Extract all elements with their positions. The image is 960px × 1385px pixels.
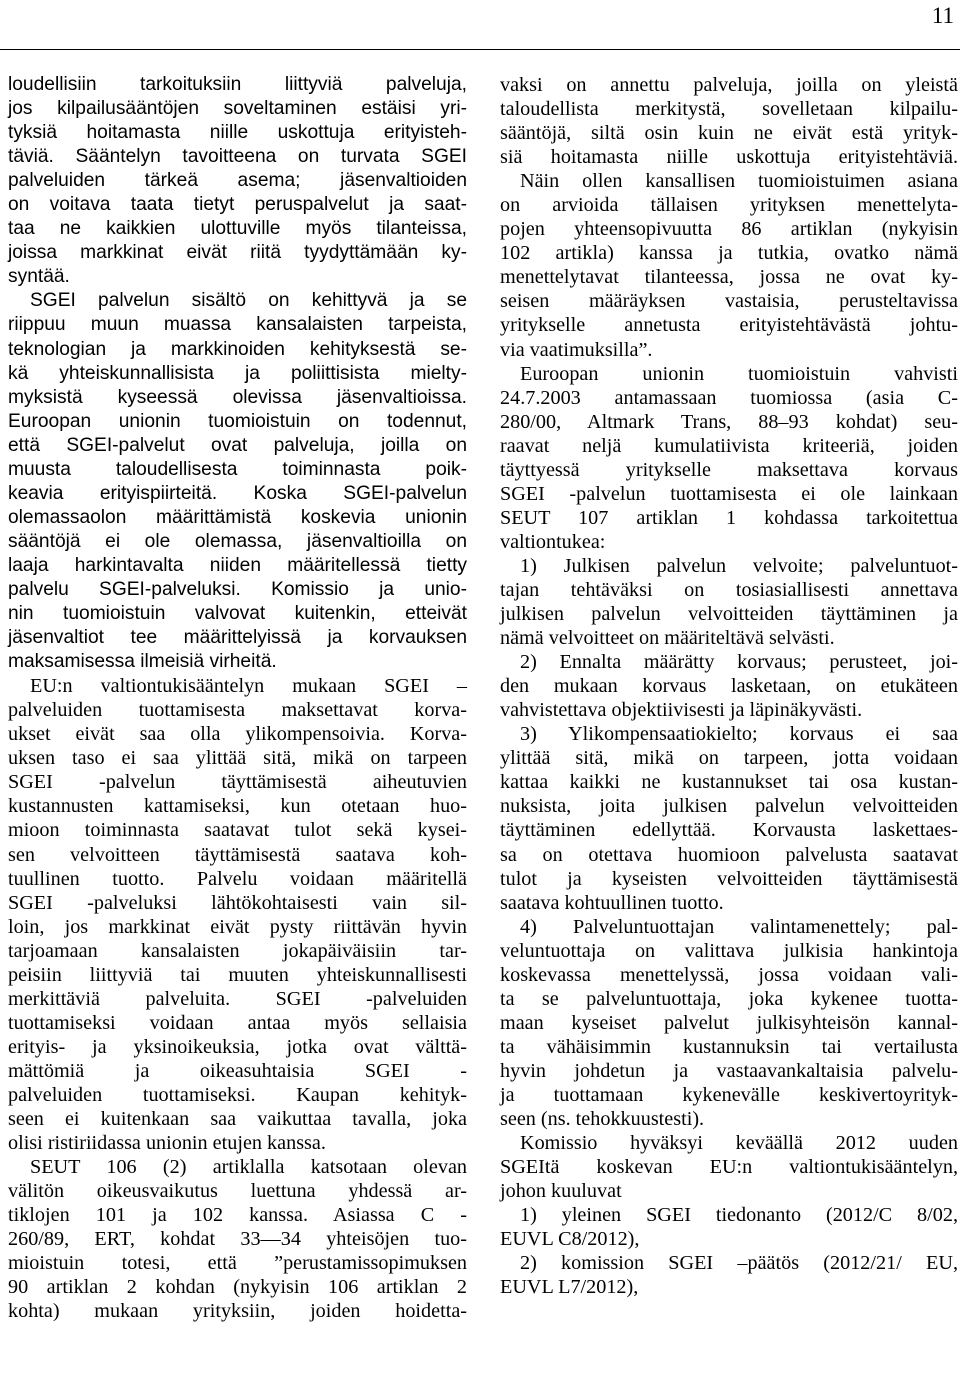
text-line: den mukaan korvaus lasketaan, on etukäteen xyxy=(500,675,958,698)
text-line: mioon toiminnasta saatavat tulot sekä kysei- xyxy=(8,819,467,842)
text-line: 3) Ylikompensaatiokielto; korvaus ei saa xyxy=(520,723,958,746)
text-line: valtiontukea: xyxy=(500,530,606,553)
text-line: syntää. xyxy=(8,266,70,288)
text-line: nämä velvoitteet on määriteltävä selvästi. xyxy=(500,627,835,650)
text-line: mättömiä ja oikeasuhtaisia SGEI - xyxy=(8,1059,467,1082)
text-line: tuullinen tuotto. Palvelu voidaan määritellä xyxy=(8,867,467,890)
text-line: via vaatimuksilla”. xyxy=(500,338,653,361)
text-line: täyttäminen edellyttää. Korvausta laskettaes- xyxy=(500,819,958,842)
text-line: johon kuuluvat xyxy=(500,1180,622,1203)
text-line: EUVL C8/2012), xyxy=(500,1228,640,1251)
text-line: 2) Ennalta määrätty korvaus; perusteet, joi- xyxy=(520,651,958,674)
text-line: palveluiden tuottamisesta maksettavat korva- xyxy=(8,699,467,722)
text-line: 1) Julkisen palvelun velvoite; palveluntuot- xyxy=(520,554,958,577)
text-line: kustannusten kattamiseksi, kun otetaan huo- xyxy=(8,795,467,818)
header-rule xyxy=(0,49,960,50)
text-line: 2) komission SGEI –päätös (2012/21/ EU, xyxy=(520,1252,958,1275)
text-line: loudellisiin tarkoituksiin liittyviä palveluja, xyxy=(8,74,467,95)
text-line: vaksi on annettu palveluja, joilla on yleistä xyxy=(500,74,958,96)
text-line: Komissio hyväksyi keväällä 2012 uuden xyxy=(520,1132,958,1155)
left-column xyxy=(8,73,467,1323)
text-line: SGEI -palveluksi lähtökohtaisesti vain sil- xyxy=(8,891,467,914)
text-line: seen (ns. tehokkuustesti). xyxy=(500,1108,705,1131)
text-line: Euroopan unionin tuomioistuin on todennut, xyxy=(8,410,467,432)
text-line: seen ei kuitenkaan saa vaikuttaa tavalla, joka xyxy=(8,1108,467,1131)
text-line: tiklojen 101 ja 102 kanssa. Asiassa C - xyxy=(8,1204,467,1227)
text-line: mioistuin totesi, että ”perustamissopimuksen xyxy=(8,1252,467,1275)
text-line: EUVL L7/2012), xyxy=(500,1276,639,1299)
text-line: merkittäviä palveluita. SGEI -palveluiden xyxy=(8,987,467,1010)
text-line: Euroopan unionin tuomioistuin vahvisti xyxy=(520,362,958,385)
text-line: SEUT 106 (2) artiklalla katsotaan olevan xyxy=(30,1156,467,1179)
text-line: Näin ollen kansallisen tuomioistuimen asiana xyxy=(520,170,958,193)
text-line: tulot ja kyseisten velvoitteiden täyttämisestä xyxy=(500,867,958,890)
text-line: on voitava taata tietyt peruspalvelut ja saat- xyxy=(8,194,467,216)
text-line: teknologian ja markkinoiden kehityksestä se- xyxy=(8,338,467,360)
text-line: että SGEI-palvelut ovat palveluja, joilla on xyxy=(8,434,467,456)
text-line: täyttyessä yritykselle maksettava korvaus xyxy=(500,458,958,481)
text-line: nin tuomioistuin valvovat kuitenkin, etteivät xyxy=(8,603,467,625)
text-line: ta se palveluntuottaja, joka kykenee tuotta- xyxy=(500,987,958,1010)
text-line: muusta taloudellisesta toiminnasta poik- xyxy=(8,458,467,480)
text-line: tajan tehtäväksi on tosiasiallisesti annettava xyxy=(500,578,958,601)
text-line: keavia erityispiirteitä. Koska SGEI-palvelun xyxy=(8,482,467,504)
text-line: 24.7.2003 antamassaan tuomiossa (asia C- xyxy=(500,386,958,409)
text-line: jos kilpailusääntöjen soveltaminen estäisi yri- xyxy=(8,98,467,120)
text-line: yritykselle annetusta erityistehtävästä johtu- xyxy=(500,314,958,337)
text-line: täviä. Sääntelyn tavoitteena on turvata SGEI xyxy=(8,146,467,168)
text-line: nuksista, joita julkisen palvelun velvoitteiden xyxy=(500,795,958,818)
text-line: pojen yhteensopivuutta 86 artiklan (nykyisin xyxy=(500,218,958,241)
text-line: sen velvoitteen täyttämisestä saatava koh- xyxy=(8,843,467,866)
text-line: kä yhteiskunnallisista ja poliittisista mielty- xyxy=(8,362,467,384)
text-line: sääntöjä ei ole olemassa, jäsenvaltioilla on xyxy=(8,530,467,552)
text-line: tyksiä hoitamasta niille uskottuja erityisteh- xyxy=(8,122,467,144)
text-line: sa on otettava huomioon palvelusta saatavat xyxy=(500,843,958,866)
text-line: taa ne kaikkien ulottuville myös tilanteissa, xyxy=(8,218,467,240)
text-line: veluntuottaja on valittava julkisia hankintoja xyxy=(500,939,958,962)
text-line: seisen määräyksen vastaisia, perusteltavissa xyxy=(500,290,958,313)
text-line: ylittää sitä, mikä on tarpeen, jotta voidaan xyxy=(500,747,958,770)
text-line: menettelytavat tilanteessa, jossa ne ovat ky- xyxy=(500,266,958,289)
text-line: hyvin johdetun ja vastaavankaltaisia palvelu- xyxy=(500,1059,958,1082)
text-line: uksen taso ei saa ylittää sitä, mikä on tarpeen xyxy=(8,747,467,770)
text-line: SGEItä koskevan EU:n valtiontukisääntelyn, xyxy=(500,1156,958,1179)
text-line: maksamisessa ilmeisiä virheitä. xyxy=(8,651,277,673)
text-line: joissa markkinat eivät riitä tyydyttämään ky- xyxy=(8,242,467,264)
text-line: maan kyseiset palvelut julkisyhteisön kannal- xyxy=(500,1011,958,1034)
text-line: sääntöjä, siltä osin kuin ne eivät estä yrityk- xyxy=(500,122,958,145)
text-line: ukset eivät saa olla ylikompensoivia. Korva- xyxy=(8,723,467,746)
text-line: saatava kohtuullinen tuotto. xyxy=(500,891,724,914)
text-line: peisiin liittyviä tai muuten yhteiskunnallisesti xyxy=(8,963,467,986)
text-line: vahvistettava objektiivisesti ja läpinäkyvästi. xyxy=(500,699,863,722)
text-line: 260/89, ERT, kohdat 33—34 yhteisöjen tuo- xyxy=(8,1228,467,1251)
text-line: SGEI -palvelun tuottamisesta ei ole lainkaan xyxy=(500,482,958,505)
text-line: 90 artiklan 2 kohdan (nykyisin 106 artiklan 2 xyxy=(8,1276,467,1299)
text-line: jäsenvaltiot tee määrittelyissä ja korvauksen xyxy=(8,627,467,649)
text-line: siä hoitamasta niille uskottuja erityistehtäviä. xyxy=(500,146,958,169)
page-number: 11 xyxy=(931,3,954,28)
text-line: SGEI -palvelun täyttämisestä aiheutuvien xyxy=(8,771,467,794)
text-line: palvelu SGEI-palveluksi. Komissio ja unio- xyxy=(8,578,467,600)
text-line: 280/00, Altmark Trans, 88–93 kohdat) seu- xyxy=(500,410,958,433)
text-line: ja tuottamaan kykenevälle keskivertoyrityk- xyxy=(500,1083,958,1106)
text-line: 1) yleinen SGEI tiedonanto (2012/C 8/02, xyxy=(520,1204,958,1227)
text-line: kattaa kaikki ne kustannukset tai osa kustan- xyxy=(500,771,958,794)
text-line: SEUT 107 artiklan 1 kohdassa tarkoitettua xyxy=(500,506,958,529)
text-line: SGEI palvelun sisältö on kehittyvä ja se xyxy=(30,290,467,312)
text-line: palveluiden tuottamiseksi. Kaupan kehityk- xyxy=(8,1083,467,1106)
text-line: loin, jos markkinat eivät pysty riittävän hyvin xyxy=(8,915,467,938)
text-line: laaja harkintavalta niiden määritellessä tietty xyxy=(8,554,467,576)
text-line: erityis- ja yksinoikeuksia, jotka ovat välttä- xyxy=(8,1035,467,1058)
text-line: olisi ristiriidassa unionin etujen kanssa. xyxy=(8,1132,326,1155)
text-line: julkisen palvelun velvoitteiden täyttäminen ja xyxy=(500,603,958,626)
text-line: koskevassa menettelyssä, jossa voidaan vali- xyxy=(500,963,958,986)
text-line: palveluiden tärkeä asema; jäsenvaltioiden xyxy=(8,170,467,192)
text-line: on arvioida tällaisen yrityksen menettelyta- xyxy=(500,194,958,217)
text-line: 102 artikla) kanssa ja tutkia, ovatko nämä xyxy=(500,242,958,265)
right-column xyxy=(500,73,958,1299)
text-line: EU:n valtiontukisääntelyn mukaan SGEI – xyxy=(30,675,467,698)
text-line: tarjoamaan kansalaisten jokapäiväisiin tar- xyxy=(8,939,467,962)
text-line: taloudellista merkitystä, sovelletaan kilpailu- xyxy=(500,98,958,121)
text-line: olemassaolon määrittämistä koskevia unionin xyxy=(8,506,467,528)
text-line: tuottamiseksi voidaan antaa myös sellaisia xyxy=(8,1011,467,1034)
text-line: välitön oikeusvaikutus luettuna yhdessä ar- xyxy=(8,1180,467,1203)
text-line: riippuu muun muassa kansalaisten tarpeista, xyxy=(8,314,467,336)
text-line: 4) Palveluntuottajan valintamenettely; pal- xyxy=(520,915,958,938)
text-line: myksistä kyseessä olevissa jäsenvaltioissa. xyxy=(8,386,467,408)
text-line: kohta) mukaan yrityksiin, joiden hoidetta- xyxy=(8,1300,467,1323)
text-line: ta vähäisimmin kustannuksin tai vertailusta xyxy=(500,1035,958,1058)
text-line: raavat neljä kumulatiivista kriteeriä, joiden xyxy=(500,434,958,457)
